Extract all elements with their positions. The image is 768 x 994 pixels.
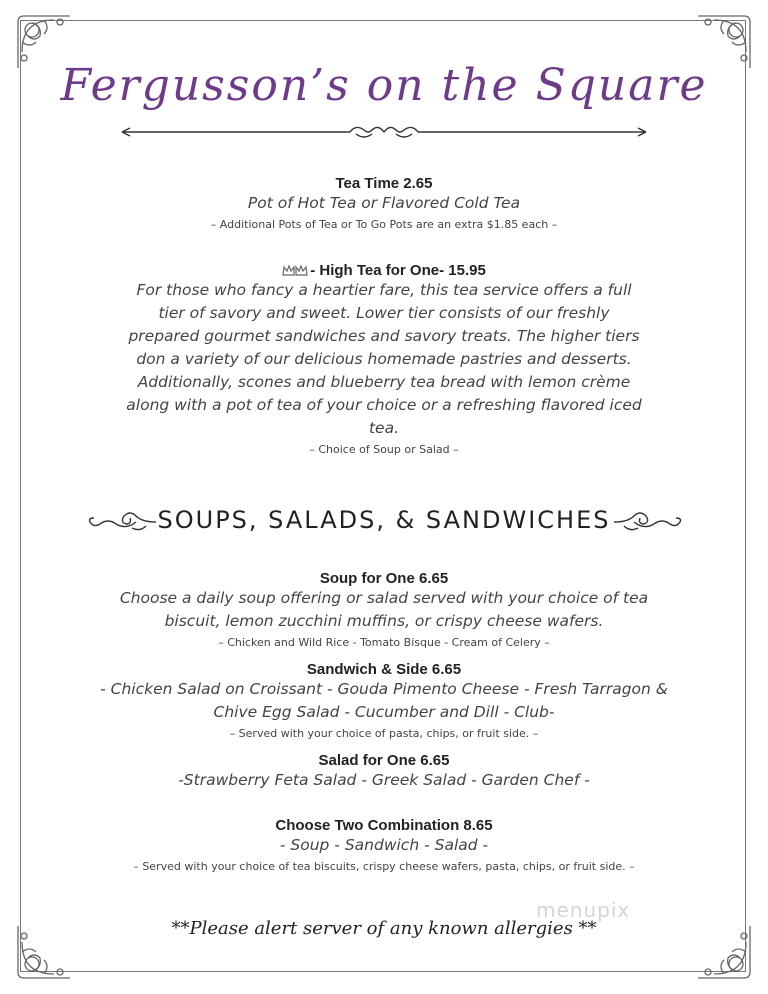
- item-title: Sandwich & Side 6.65: [306, 661, 462, 678]
- item-description: -Strawberry Feta Salad - Greek Salad - Garden Chef -: [178, 771, 590, 789]
- section-heading: SOUPS, SALADS, & SANDWICHES: [157, 506, 611, 534]
- item-title: - High Tea for One- 15.95: [310, 262, 486, 279]
- item-title-row: [122, 262, 646, 279]
- menu-item-tea-time: [90, 175, 678, 231]
- item-title: Soup for One 6.65: [319, 570, 449, 587]
- item-note: – Served with your choice of tea biscuits, crispy cheese wafers, pasta, chips, or fruit side. –: [133, 860, 635, 873]
- menu-item-soup: [90, 570, 678, 649]
- item-note: – Additional Pots of Tea or To Go Pots are an extra $1.85 each –: [210, 218, 558, 231]
- item-description: Choose a daily soup offering or salad served with your choice of tea biscuit, lemon zucchini muffins, or crispy cheese wafers.: [119, 589, 649, 630]
- menu-item-salad: [90, 752, 678, 792]
- menu-item-high-tea: [122, 262, 646, 456]
- allergy-note: **Please alert server of any known allergies **: [171, 918, 597, 939]
- crown-icon: [282, 264, 308, 276]
- watermark: menupix: [536, 898, 631, 922]
- item-description: For those who fancy a heartier fare, this tea service offers a full tier of savory and sweet. Lower tier consists of our freshly prepared gourmet sandwiches and savory treats. The higher tiers don a variety of our delicious homemade pastries and desserts. Additionally, scones and blueberry tea bread with lemon crème along with a pot of tea of your choice or a refreshing flavored iced tea.: [126, 281, 642, 437]
- item-description: - Soup - Sandwich - Salad -: [279, 836, 489, 854]
- item-note: – Served with your choice of pasta, chips, or fruit side. –: [229, 727, 539, 740]
- item-title: Choose Two Combination 8.65: [275, 817, 493, 834]
- menu-item-sandwich: [90, 661, 678, 740]
- item-note: – Chicken and Wild Rice - Tomato Bisque - Cream of Celery –: [218, 636, 550, 649]
- item-note: – Choice of Soup or Salad –: [309, 443, 459, 456]
- flourish-right-icon: [612, 510, 684, 534]
- title-divider-arrow-icon: [120, 122, 648, 142]
- menu-item-combination: [60, 817, 708, 873]
- restaurant-title: Fergusson’s on the Square: [60, 60, 708, 111]
- item-title: Tea Time 2.65: [335, 175, 433, 192]
- item-description: Pot of Hot Tea or Flavored Cold Tea: [247, 194, 521, 212]
- item-title: Salad for One 6.65: [318, 752, 450, 769]
- item-description: - Chicken Salad on Croissant - Gouda Pimento Cheese - Fresh Tarragon & Chive Egg Salad - Cucumber and Dill - Club-: [100, 680, 668, 721]
